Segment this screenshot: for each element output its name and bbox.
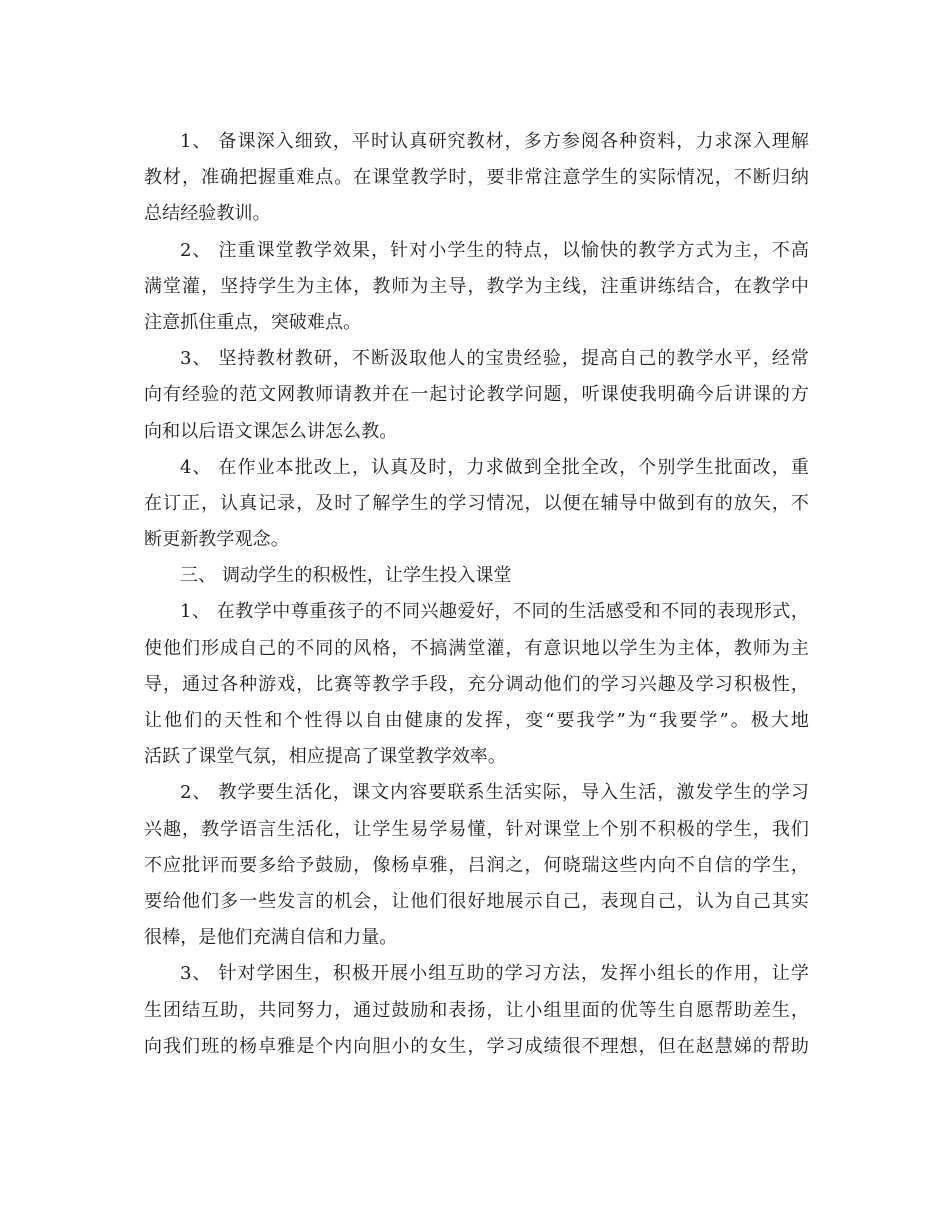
paragraph-line: 向我们班的杨卓雅是个内向胆小的女生，学习成绩很不理想，但在赵慧娣的帮助 [144, 1035, 809, 1057]
paragraph-line: 导，通过各种游戏，比赛等教学手段，充分调动他们的学习兴趣及学习积极性， [144, 673, 809, 695]
paragraph-line: 向有经验的范文网教师请教并在一起讨论教学问题，听课使我明确今后讲课的方 [144, 384, 809, 406]
section-heading [144, 558, 809, 594]
paragraph-1 [144, 124, 809, 233]
paragraph-line: 要给他们多一些发言的机会，让他们很好地展示自己，表现自己，认为自己其实 [144, 890, 809, 912]
paragraph-line: 让他们的天性和个性得以自由健康的发挥，变“要我学”为“我要学”。极大地 [144, 710, 809, 731]
paragraph-line: 活跃了课堂气氛，相应提高了课堂教学效率。 [144, 746, 506, 768]
paragraph-line: 满堂灌，坚持学生为主体，教师为主导，教学为主线，注重讲练结合，在教学中 [144, 275, 809, 297]
paragraph-line: 4、 在作业本批改上，认真及时，力求做到全批全改，个别学生批面改，重 [180, 456, 809, 478]
paragraph-line: 不应批评而要多给予鼓励，像杨卓雅，吕润之，何晓瑞这些内向不自信的学生， [144, 854, 809, 876]
paragraph-line: 向和以后语文课怎么讲怎么教。 [144, 420, 398, 442]
paragraph-line: 注意抓住重点，突破难点。 [144, 311, 362, 333]
paragraph-line: 在订正，认真记录，及时了解学生的学习情况，以便在辅导中做到有的放矢，不 [144, 492, 809, 514]
paragraph-3 [144, 341, 809, 450]
paragraph-2 [144, 233, 809, 342]
paragraph-line: 2、 注重课堂教学效果，针对小学生的特点，以愉快的教学方式为主，不高 [180, 239, 809, 261]
paragraph-line: 总结经验教训。 [144, 203, 271, 225]
paragraph-line: 教材，准确把握重难点。在课堂教学时，要非常注意学生的实际情况，不断归纳 [144, 167, 809, 189]
paragraph-line: 2、 教学要生活化，课文内容要联系生活实际，导入生活，激发学生的学习 [180, 782, 809, 804]
paragraph-line: 使他们形成自己的不同的风格，不搞满堂灌，有意识地以学生为主体，教师为主 [144, 637, 809, 659]
paragraph-7 [144, 956, 809, 1065]
paragraph-line: 很棒，是他们充满自信和力量。 [144, 927, 398, 949]
paragraph-line: 生团结互助，共同努力，通过鼓励和表扬，让小组里面的优等生自愿帮助差生， [144, 999, 809, 1021]
paragraph-line: 1、 在教学中尊重孩子的不同兴趣爱好，不同的生活感受和不同的表现形式， [180, 601, 809, 623]
paragraph-5 [144, 594, 809, 775]
document-body [144, 124, 809, 1065]
paragraph-line: 兴趣，教学语言生活化，让学生易学易懂，针对课堂上个别不积极的学生，我们 [144, 818, 809, 840]
paragraph-line: 3、 针对学困生，积极开展小组互助的学习方法，发挥小组长的作用，让学 [180, 963, 809, 985]
paragraph-line: 断更新教学观念。 [144, 529, 289, 551]
paragraph-4 [144, 450, 809, 559]
paragraph-line: 3、 坚持教材教研，不断汲取他人的宝贵经验，提高自己的教学水平，经常 [180, 348, 809, 370]
paragraph-line: 1、 备课深入细致，平时认真研究教材，多方参阅各种资料，力求深入理解 [180, 131, 809, 152]
paragraph-6 [144, 775, 809, 956]
section-heading-text: 三、 调动学生的积极性，让学生投入课堂 [180, 565, 512, 587]
